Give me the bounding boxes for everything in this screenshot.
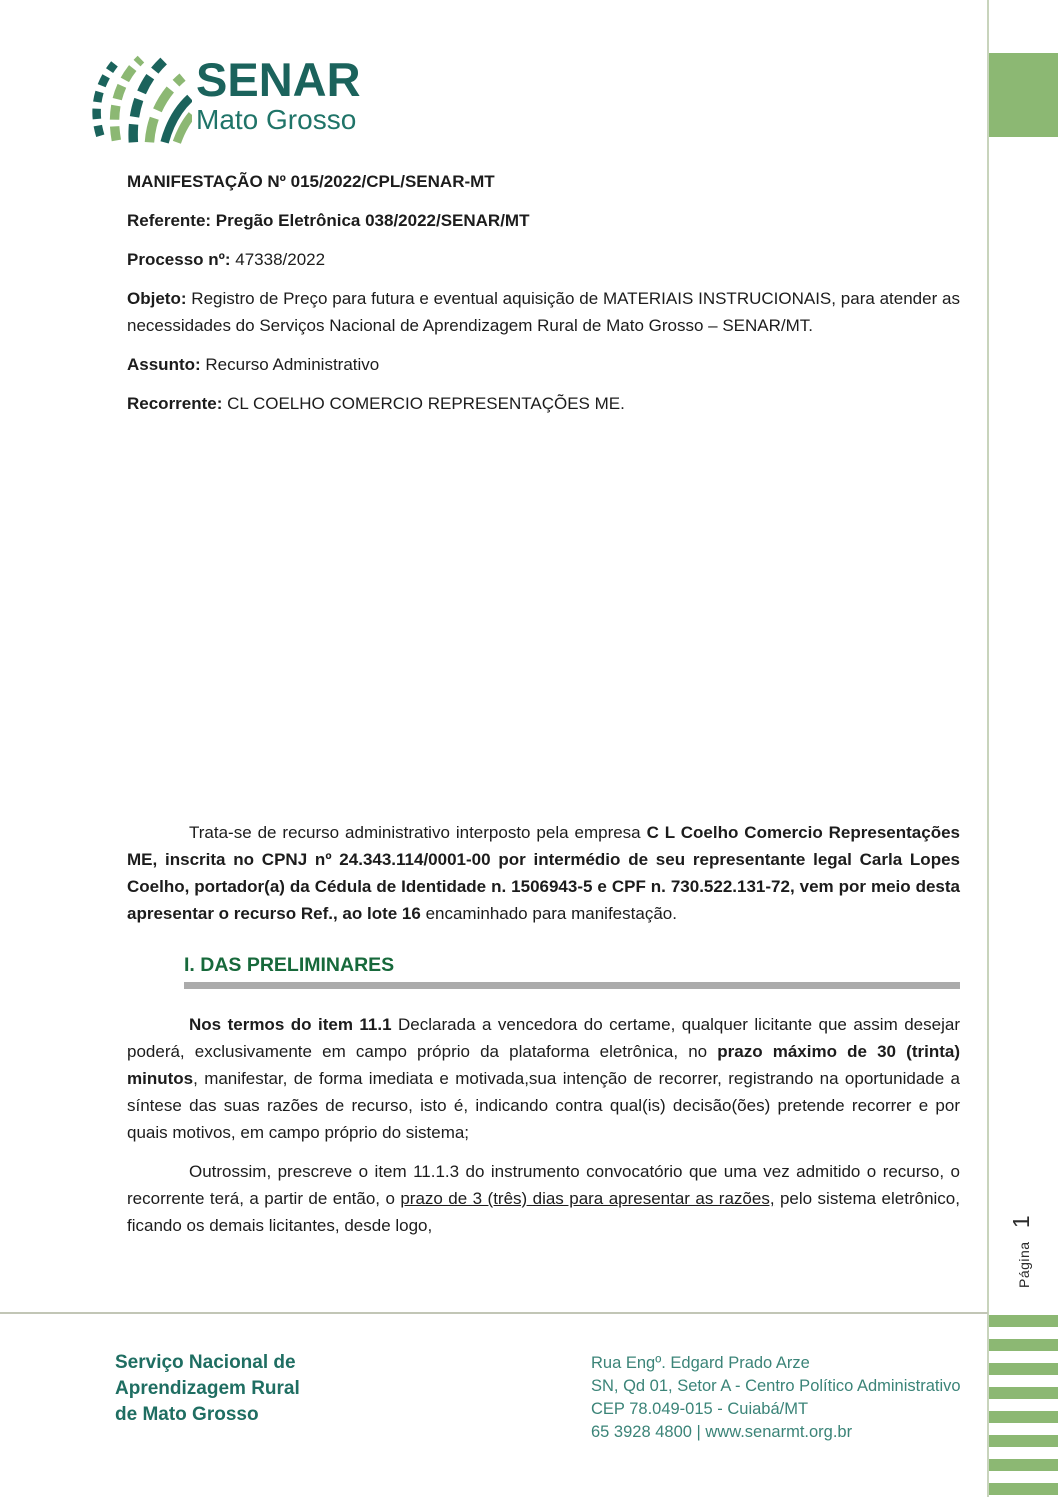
field-processo: Processo nº: 47338/2022 — [127, 250, 326, 269]
bottom-right-stripes — [989, 1315, 1058, 1497]
field-assunto: Assunto: Recurso Administrativo — [127, 355, 380, 374]
page-number-space — [1016, 1233, 1032, 1237]
footer-address-line: CEP 78.049-015 - Cuiabá/MT — [591, 1400, 809, 1418]
field-objeto: Objeto: Registro de Preço para futura e eventual aquisição de MATERIAIS INSTRUCIONAIS, para atender as necessidades do Serviços Nacional de Aprendizagem Rural de Mato Grosso – SENAR/MT. — [127, 289, 960, 335]
field-recorrente: Recorrente: CL COELHO COMERCIO REPRESENTAÇÕES ME. — [127, 394, 625, 413]
logo-region: Mato Grosso — [196, 104, 357, 135]
section-heading-preliminares: I. DAS PRELIMINARES — [184, 954, 395, 976]
field-referente: Referente: Pregão Eletrônica 038/2022/SENAR/MT — [127, 211, 530, 230]
page-number — [1008, 1215, 1035, 1288]
footer-org-line: Serviço Nacional de — [115, 1352, 296, 1373]
page-number-value: 1 — [1008, 1215, 1034, 1229]
logo-wordmark — [196, 48, 361, 134]
footer-address-line: SN, Qd 01, Setor A - Centro Político Administrativo — [591, 1377, 961, 1395]
right-edge-line — [987, 0, 989, 1497]
document-body — [127, 168, 960, 1251]
senar-logo-icon — [88, 48, 192, 144]
footer-separator — [0, 1312, 988, 1314]
paragraph-item-11-1-3: Outrossim, prescreve o item 11.1.3 do instrumento convocatório que uma vez admitido o recurso, o recorrente terá, a partir de então, o prazo de 3 (três) dias para apresentar as razões, pelo sistema eletrônico, ficando os demais licitantes, desde logo, — [127, 1162, 960, 1235]
footer-address-line: 65 3928 4800 | www.senarmt.org.br — [591, 1423, 853, 1441]
logo-name: SENAR — [196, 53, 361, 106]
footer-address — [591, 1352, 961, 1444]
page-number-label: Página — [1016, 1241, 1032, 1288]
footer-org-line: Aprendizagem Rural — [115, 1378, 300, 1399]
heading-rule — [184, 982, 960, 989]
footer-organization — [115, 1350, 300, 1428]
footer-org-line: de Mato Grosso — [115, 1404, 259, 1425]
paragraph-item-11-1: Nos termos do item 11.1 Declarada a vencedora do certame, qualquer licitante que assim desejar poderá, exclusivamente em campo próprio da plataforma eletrônica, no prazo máximo de 30 (trinta) minutos, manifestar, de forma imediata e motivada,sua intenção de recorrer, registrando na oportunidade a síntese das suas razões de recurso, isto é, indicando contra qual(is) decisão(ões) pretende recorrer e por quais motivos, em campo próprio do sistema; — [127, 1015, 960, 1142]
field-manifestacao: MANIFESTAÇÃO Nº 015/2022/CPL/SENAR-MT — [127, 172, 495, 191]
top-right-green-block — [989, 53, 1058, 137]
footer-address-line: Rua Engº. Edgard Prado Arze — [591, 1354, 810, 1372]
senar-logo — [88, 48, 361, 144]
intro-paragraph: Trata-se de recurso administrativo interposto pela empresa C L Coelho Comercio Representações ME, inscrita no CPNJ nº 24.343.114/0001-00 por intermédio de seu representante legal Carla Lopes Coelho, portador(a) da Cédula de Identidade n. 1506943-5 e CPF n. 730.522.131-72, vem por meio desta apresentar o recurso Ref., ao lote 16 encaminhado para manifestação. — [127, 823, 960, 923]
